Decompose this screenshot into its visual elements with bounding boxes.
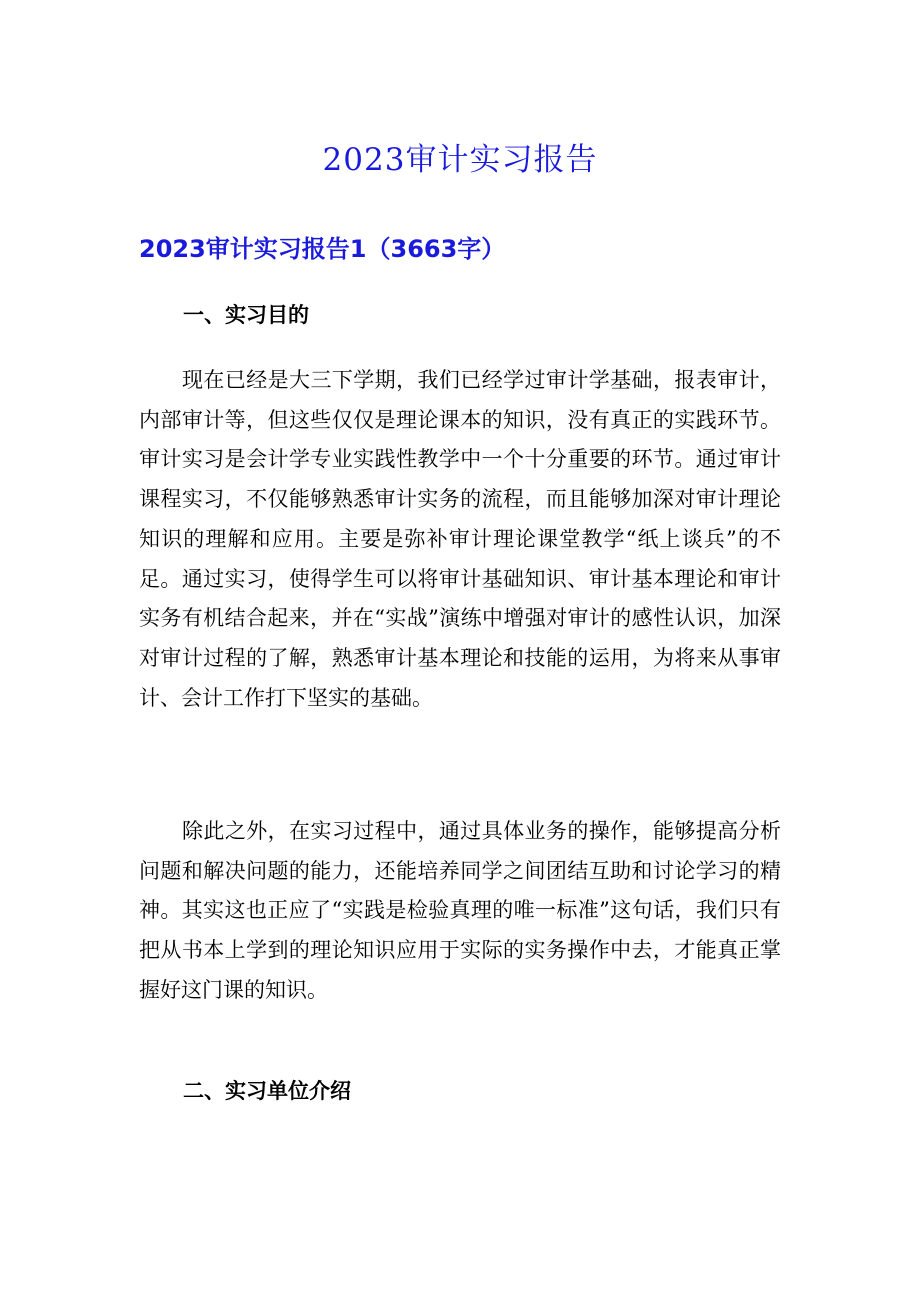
paragraph-additional: 除此之外，在实习过程中，通过具体业务的操作，能够提高分析问题和解决问题的能力，还能培养同学之间团结互助和讨论学习的精神。其实这也正应了“实践是检验真理的唯一标准”这句话，我们只有把从书本上学到的理论知识应用于实际的实务操作中去，才能真正掌握好这门课的知识。	[139, 819, 781, 1002]
paragraph-purpose: 现在已经是大三下学期，我们已经学过审计学基础，报表审计，内部审计等，但这些仅仅是理论课本的知识，没有真正的实践环节。审计实习是会计学专业实践性教学中一个十分重要的环节。通过审计课程实习，不仅能够熟悉审计实务的流程，而且能够加深对审计理论知识的理解和应用。主要是弥补审计理论课堂教学“纸上谈兵”的不足。通过实习，使得学生可以将审计基础知识、审计基本理论和审计实务有机结合起来，并在“实战”演练中增强对审计的感性认识，加深对审计过程的了解，熟悉审计基本理论和技能的运用，为将来从事审计、会计工作打下坚实的基础。	[139, 368, 781, 710]
sub-heading-purpose: 一、实习目的	[183, 303, 309, 327]
document-title: 2023审计实习报告	[322, 142, 598, 178]
section-heading: 2023审计实习报告1（3663字）	[139, 235, 506, 263]
sub-heading-unit-intro: 二、实习单位介绍	[183, 1079, 351, 1103]
